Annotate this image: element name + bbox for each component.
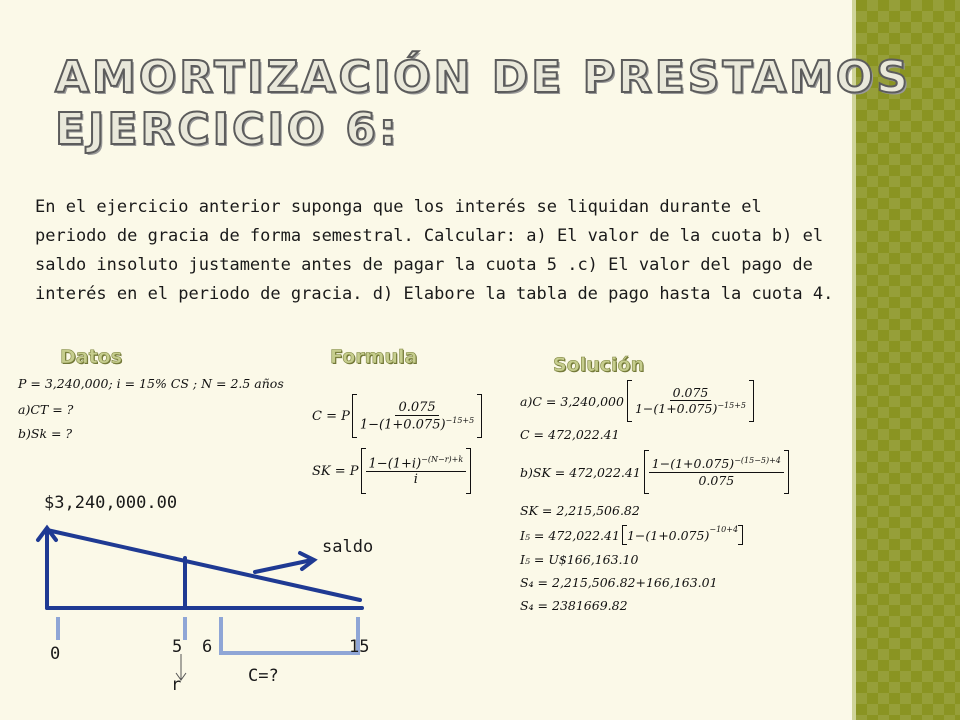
formula-sk-lhs: SK = P: [312, 463, 359, 479]
sol-i5-lhs: I₅ = 472,022.41: [520, 527, 620, 543]
sol-s4-sum: S₄ = 2,215,506.82+166,163.01: [520, 575, 718, 590]
sol-a-lhs: a)C = 3,240,000: [520, 393, 624, 409]
tick-label-15: 15: [349, 637, 370, 657]
payment-label: C=?: [248, 666, 279, 686]
label-formula: Formula: [330, 346, 418, 368]
datos-line-3: b)Sk = ?: [18, 426, 73, 441]
sol-a-numerator: 0.075: [670, 385, 712, 401]
sol-i5-exponent: −10+4: [709, 525, 739, 534]
sol-b-numerator: 1−(1+0.075): [651, 456, 735, 472]
sol-c-result: C = 472,022.41: [520, 427, 620, 442]
sol-i5-result: I₅ = U$166,163.10: [520, 552, 639, 567]
tick-label-0: 0: [50, 644, 61, 664]
formula-sk-numerator: 1−(1+i): [368, 456, 422, 472]
formula-c-denominator: 1−(1+0.075): [359, 417, 446, 433]
sol-b-exponent: −(15−5)+4: [734, 456, 781, 466]
formula-c-lhs: C = P: [312, 408, 350, 424]
r-label: r: [171, 675, 182, 695]
payment-bracket: [221, 640, 358, 653]
datos-line-2: a)CT = ?: [18, 402, 74, 417]
title-line-1: AMORTIZACIÓN DE PRESTAMOS: [55, 52, 911, 103]
sol-sk-result: SK = 2,215,506.82: [520, 503, 640, 518]
formula-c-numerator: 0.075: [395, 400, 438, 416]
balance-decline-line: [47, 530, 360, 600]
sol-a-exponent: −15+5: [717, 401, 747, 411]
formula-sk-denominator: i: [413, 472, 418, 488]
saldo-label: saldo: [322, 537, 374, 557]
sol-i5-base: 1−(1+0.075): [626, 527, 710, 543]
tick-label-6: 6: [202, 637, 213, 657]
sol-b-lhs: b)SK = 472,022.41: [520, 464, 641, 480]
problem-statement: En el ejercicio anterior suponga que los interés se liquidan durante el periodo de gracia de forma semestral. Calcular: a) El valor de la cuota b) el saldo insoluto justamente antes de pagar la cuota 5 .c) El valor del pago de interés en el periodo de gracia. d) Elabore la tabla de pago hasta la cuota 4.: [35, 197, 834, 304]
title-line-2: EJERCICIO 6:: [55, 104, 400, 155]
formula-c-exponent: −15+5: [445, 415, 475, 425]
principal-label: $3,240,000.00: [44, 493, 178, 513]
sol-b-denominator: 0.075: [698, 472, 735, 488]
sol-a-denominator: 1−(1+0.075): [634, 401, 718, 417]
formula-sk-exponent: −(N−r)+k: [421, 454, 464, 464]
label-solucion: Solución: [553, 354, 645, 376]
sol-s4-result: S₄ = 2381669.82: [520, 598, 628, 613]
datos-line-1: P = 3,240,000; i = 15% CS ; N = 2.5 años: [18, 376, 284, 391]
label-datos: Datos: [60, 346, 123, 368]
tick-label-5: 5: [172, 637, 183, 657]
